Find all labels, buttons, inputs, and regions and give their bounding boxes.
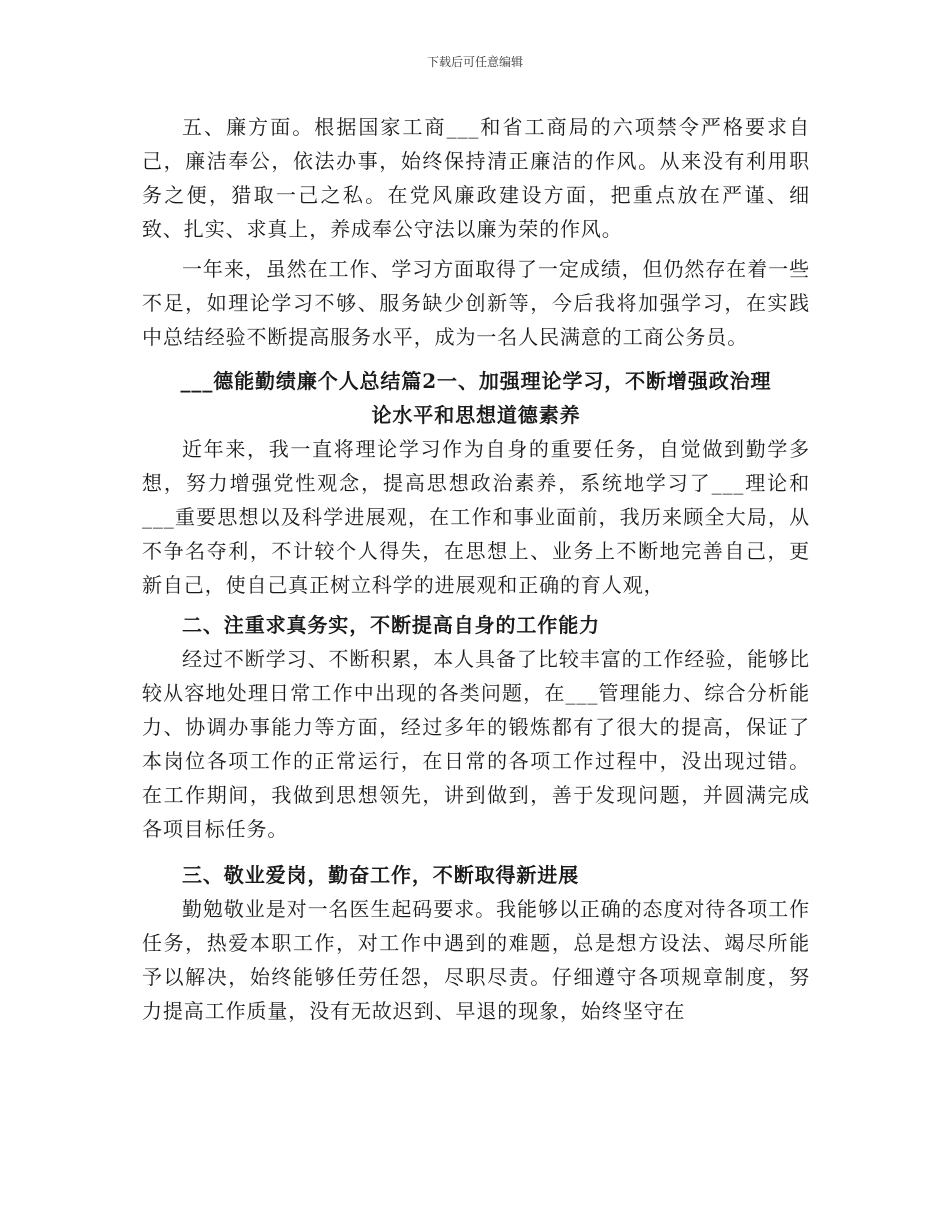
heading-work-ability: 二、注重求真务实，不断提高自身的工作能力 bbox=[182, 613, 600, 637]
paragraph-work-ability: 经过不断学习、不断积累，本人具备了比较丰富的工作经验，能够比较从容地处理日常工作中出现的各类问题，在___管理能力、综合分析能力、协调办事能力等方面，经过多年的锻炼都有了很大的提高，保证了本岗位各项工作的正常运行，在日常的各项工作过程中，没出现过错。在工作期间，我做到思想领先，讲到做到，善于发现问题，并圆满完成各项目标任务。 bbox=[142, 647, 810, 841]
paragraph-theory-study: 近年来，我一直将理论学习作为自身的重要任务，自觉做到勤学多想，努力增强党性观念，提高思想政治素养，系统地学习了___理论和___重要思想以及科学进展观，在工作和事业面前，我历来顾全大局，从不争名夺利，不计较个人得失，在思想上、业务上不断地完善自己，更新自己，使自己真正树立科学的进展观和正确的育人观， bbox=[142, 437, 810, 597]
document-body bbox=[142, 110, 810, 1028]
paragraph-dedication: 勤勉敬业是对一名医生起码要求。我能够以正确的态度对待各项工作任务，热爱本职工作，对工作中遇到的难题，总是想方设法、竭尽所能予以解决，始终能够任劳任怨，尽职尽责。仔细遵守各项规章制度，努力提高工作质量，没有无故迟到、早退的现象，始终坚守在 bbox=[142, 897, 810, 1023]
page-header-note: 下载后可任意编辑 bbox=[426, 55, 523, 69]
section-title-line-2: 论水平和思想道德素养 bbox=[371, 403, 581, 427]
section-title-line-1: ___德能勤绩廉个人总结篇2一、加强理论学习，不断增强政治理 bbox=[180, 369, 772, 393]
paragraph-year-summary: 一年来，虽然在工作、学习方面取得了一定成绩，但仍然存在着一些不足，如理论学习不够、服务缺少创新等，今后我将加强学习，在实践中总结经验不断提高服务水平，成为一名人民满意的工商公务员。 bbox=[142, 257, 810, 349]
heading-dedication: 三、敬业爱岗，勤奋工作，不断取得新进展 bbox=[182, 863, 580, 887]
paragraph-integrity: 五、廉方面。根据国家工商___和省工商局的六项禁令严格要求自己，廉洁奉公，依法办事，始终保持清正廉洁的作风。从来没有利用职务之便，猎取一己之私。在党风廉政建设方面，把重点放在严谨、细致、扎实、求真上，养成奉公守法以廉为荣的作风。 bbox=[142, 115, 810, 241]
